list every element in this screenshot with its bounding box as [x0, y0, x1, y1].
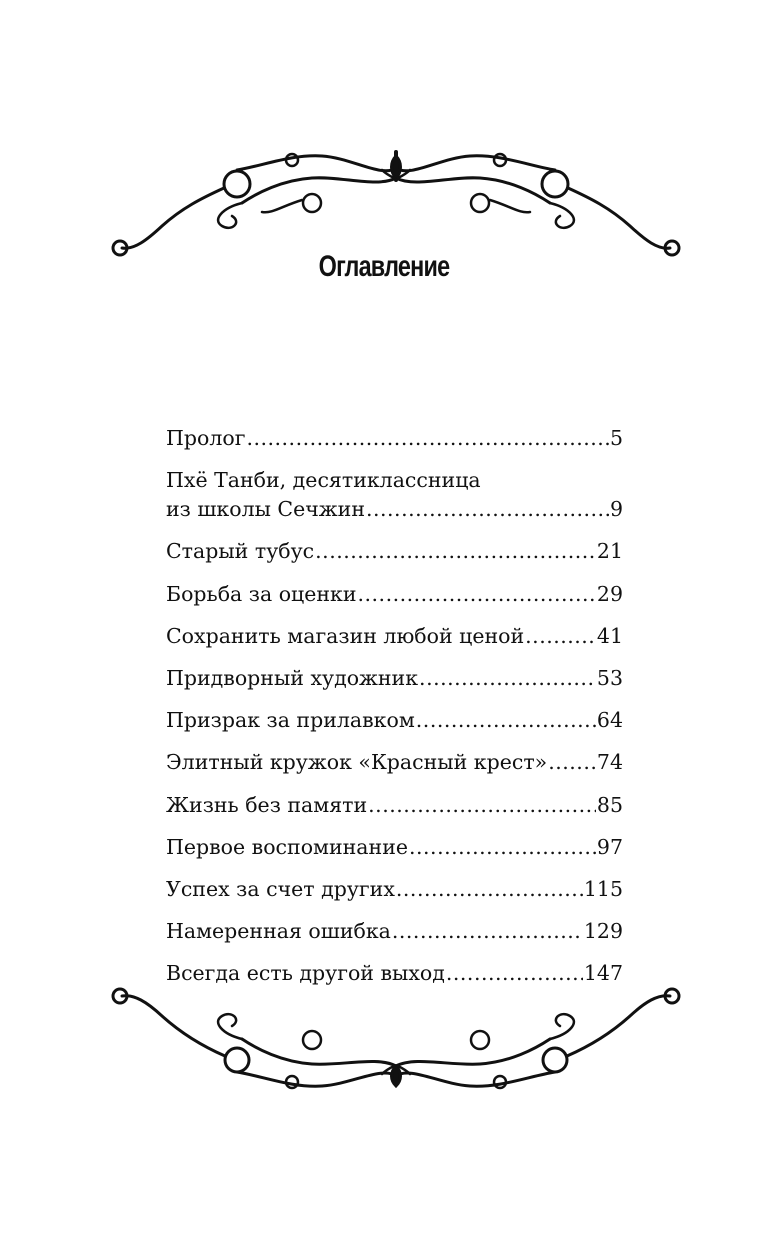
dot-leader	[548, 748, 596, 777]
toc-entry[interactable]	[166, 748, 623, 777]
toc-entry[interactable]	[166, 580, 623, 609]
toc-entry[interactable]	[166, 664, 623, 693]
toc-entry[interactable]	[166, 917, 623, 946]
toc-entry-title: Всегда есть другой выход	[166, 961, 445, 986]
toc-entry-title-line1: Пхё Танби, десятиклассница	[166, 468, 481, 493]
toc-entry-title: Первое воспоминание	[166, 834, 408, 859]
dot-leader	[368, 791, 596, 820]
toc-entry-title: Борьба за оценки	[166, 581, 357, 606]
toc-entry[interactable]	[166, 833, 623, 862]
dot-leader	[358, 580, 596, 609]
toc-entry-page: 147	[583, 961, 623, 986]
toc-entry-page: 115	[583, 876, 623, 901]
dot-leader	[392, 917, 583, 946]
toc-entry-page: 64	[596, 708, 623, 733]
toc-entry-page: 5	[609, 426, 623, 450]
toc-entry-title: Намеренная ошибка	[166, 919, 391, 944]
toc-entry-title: Придворный художник	[166, 665, 419, 690]
table-of-contents	[166, 424, 623, 1001]
toc-entry-page: 9	[609, 497, 623, 522]
toc-entry-title: Элитный кружок «Красный крест»	[166, 750, 548, 775]
toc-entry-title: из школы Сечжин	[166, 497, 365, 522]
toc-entry-page: 21	[596, 539, 623, 564]
dot-leader	[409, 833, 596, 862]
toc-entry-title: Жизнь без памяти	[166, 792, 368, 817]
toc-entry-page: 97	[596, 834, 623, 859]
dot-leader	[419, 664, 596, 693]
toc-entry-page: 29	[596, 581, 623, 606]
page-title: Оглавление	[318, 250, 450, 283]
toc-entry[interactable]	[166, 622, 623, 651]
toc-entry-page: 129	[583, 919, 623, 944]
toc-entry-page: 41	[596, 623, 623, 648]
toc-entry[interactable]	[166, 791, 623, 820]
toc-entry[interactable]	[166, 537, 623, 566]
toc-entry-title: Сохранить магазин любой ценой	[166, 623, 525, 648]
toc-entry[interactable]	[166, 466, 623, 524]
dot-leader	[366, 495, 609, 524]
toc-entry-page: 85	[596, 792, 623, 817]
dot-leader	[315, 537, 596, 566]
toc-entry-title: Успех за счет других	[166, 876, 395, 901]
bottom-ornament-icon	[110, 975, 682, 1090]
dot-leader	[416, 706, 596, 735]
toc-entry-page: 74	[596, 750, 623, 775]
toc-entry[interactable]	[166, 875, 623, 904]
toc-entry-title: Призрак за прилавком	[166, 708, 415, 733]
toc-entry[interactable]	[166, 706, 623, 735]
toc-entry-title: Пролог	[166, 426, 246, 450]
dot-leader	[396, 875, 583, 904]
dot-leader	[525, 622, 596, 651]
toc-entry[interactable]	[166, 424, 623, 453]
toc-entry-page: 53	[596, 665, 623, 690]
dot-leader	[246, 424, 609, 453]
toc-entry-title: Старый тубус	[166, 539, 315, 564]
